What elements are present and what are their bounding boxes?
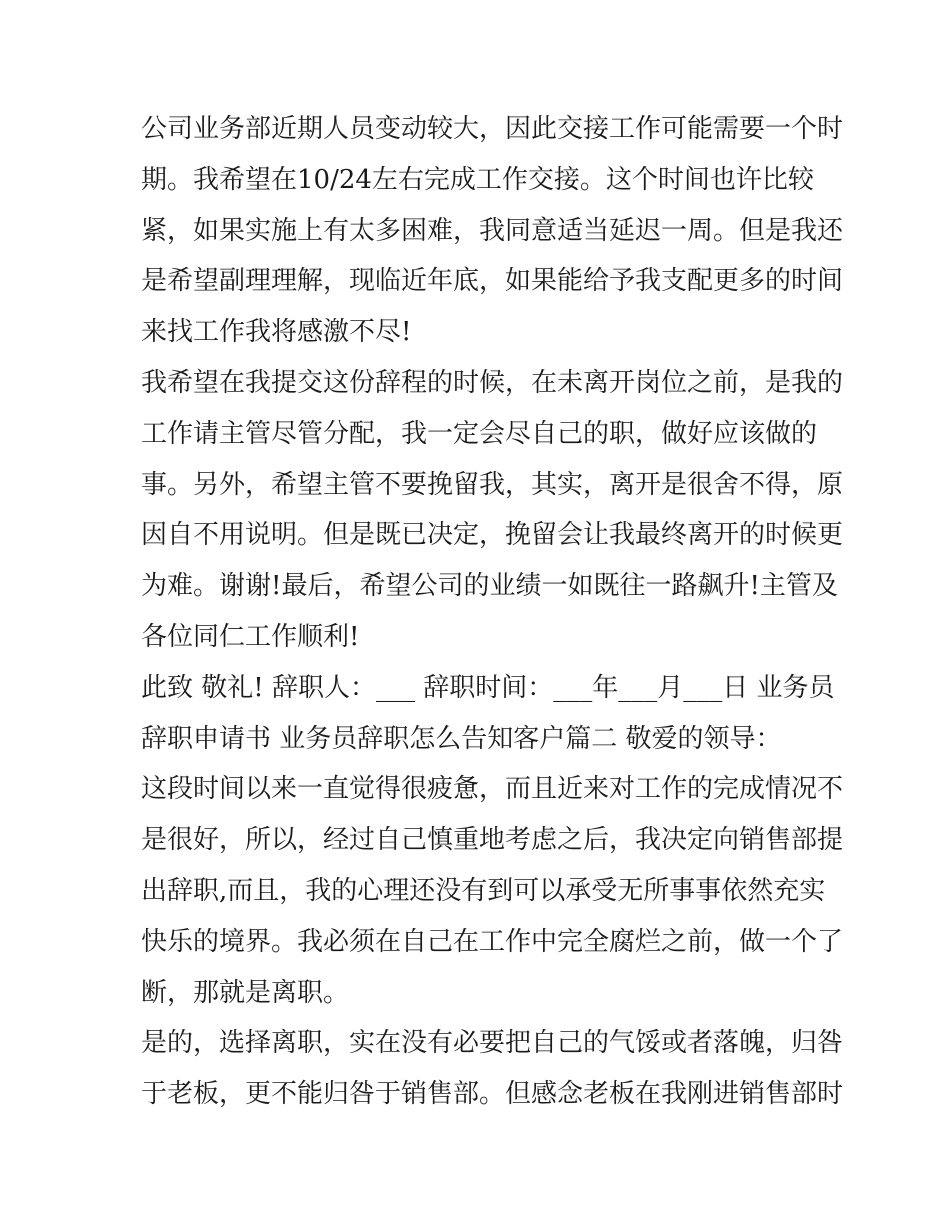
text-line: 这段时间以来一直觉得很疲惫，而且近来对工作的完成情况不 — [141, 774, 844, 805]
text-line: 是很好，所以，经过自己慎重地考虑之后，我决定向销售部提 — [141, 825, 844, 856]
document-body — [141, 104, 844, 1120]
text-line: 我希望在我提交这份辞程的时候，在未离开岗位之前，是我的 — [141, 367, 844, 398]
text-line: 辞职申请书 业务员辞职怎么告知客户篇二 敬爱的领导： — [141, 723, 782, 754]
text-line: 事。另外，希望主管不要挽留我，其实，离开是很舍不得，原 — [141, 469, 844, 500]
text-line: 各位同仁工作顺利! — [141, 621, 360, 652]
text-line: 公司业务部近期人员变动较大，因此交接工作可能需要一个时 — [141, 114, 844, 144]
text-line: 出辞职,而且，我的心理还没有到可以承受无所事事依然充实 — [141, 875, 826, 906]
text-line: 期。我希望在10/24左右完成工作交接。这个时间也许比较 — [141, 164, 814, 195]
text-line: 于老板，更不能归咎于销售部。但感念老板在我刚进销售部时 — [141, 1079, 844, 1110]
text-line: 是的，选择离职，实在没有必要把自己的气馁或者落魄，归咎 — [141, 1028, 844, 1059]
text-line: 紧，如果实施上有太多困难，我同意适当延迟一周。但是我还 — [141, 215, 844, 246]
text-line: 此致 敬礼! 辞职人：___ 辞职时间：___年___月___日 业务员 — [141, 672, 835, 703]
text-line: 来找工作我将感激不尽! — [141, 317, 412, 348]
text-line: 是希望副理理解，现临近年底，如果能给予我支配更多的时间 — [141, 266, 844, 297]
text-line: 快乐的境界。我必须在自己在工作中完全腐烂之前，做一个了 — [141, 926, 844, 957]
text-line: 为难。谢谢!最后，希望公司的业绩一如既往一路飙升!主管及 — [141, 571, 838, 602]
text-line: 工作请主管尽管分配，我一定会尽自己的职，做好应该做的 — [141, 418, 818, 449]
text-line: 因自不用说明。但是既已决定，挽留会让我最终离开的时候更 — [141, 520, 844, 551]
text-line: 断，那就是离职。 — [141, 977, 350, 1008]
